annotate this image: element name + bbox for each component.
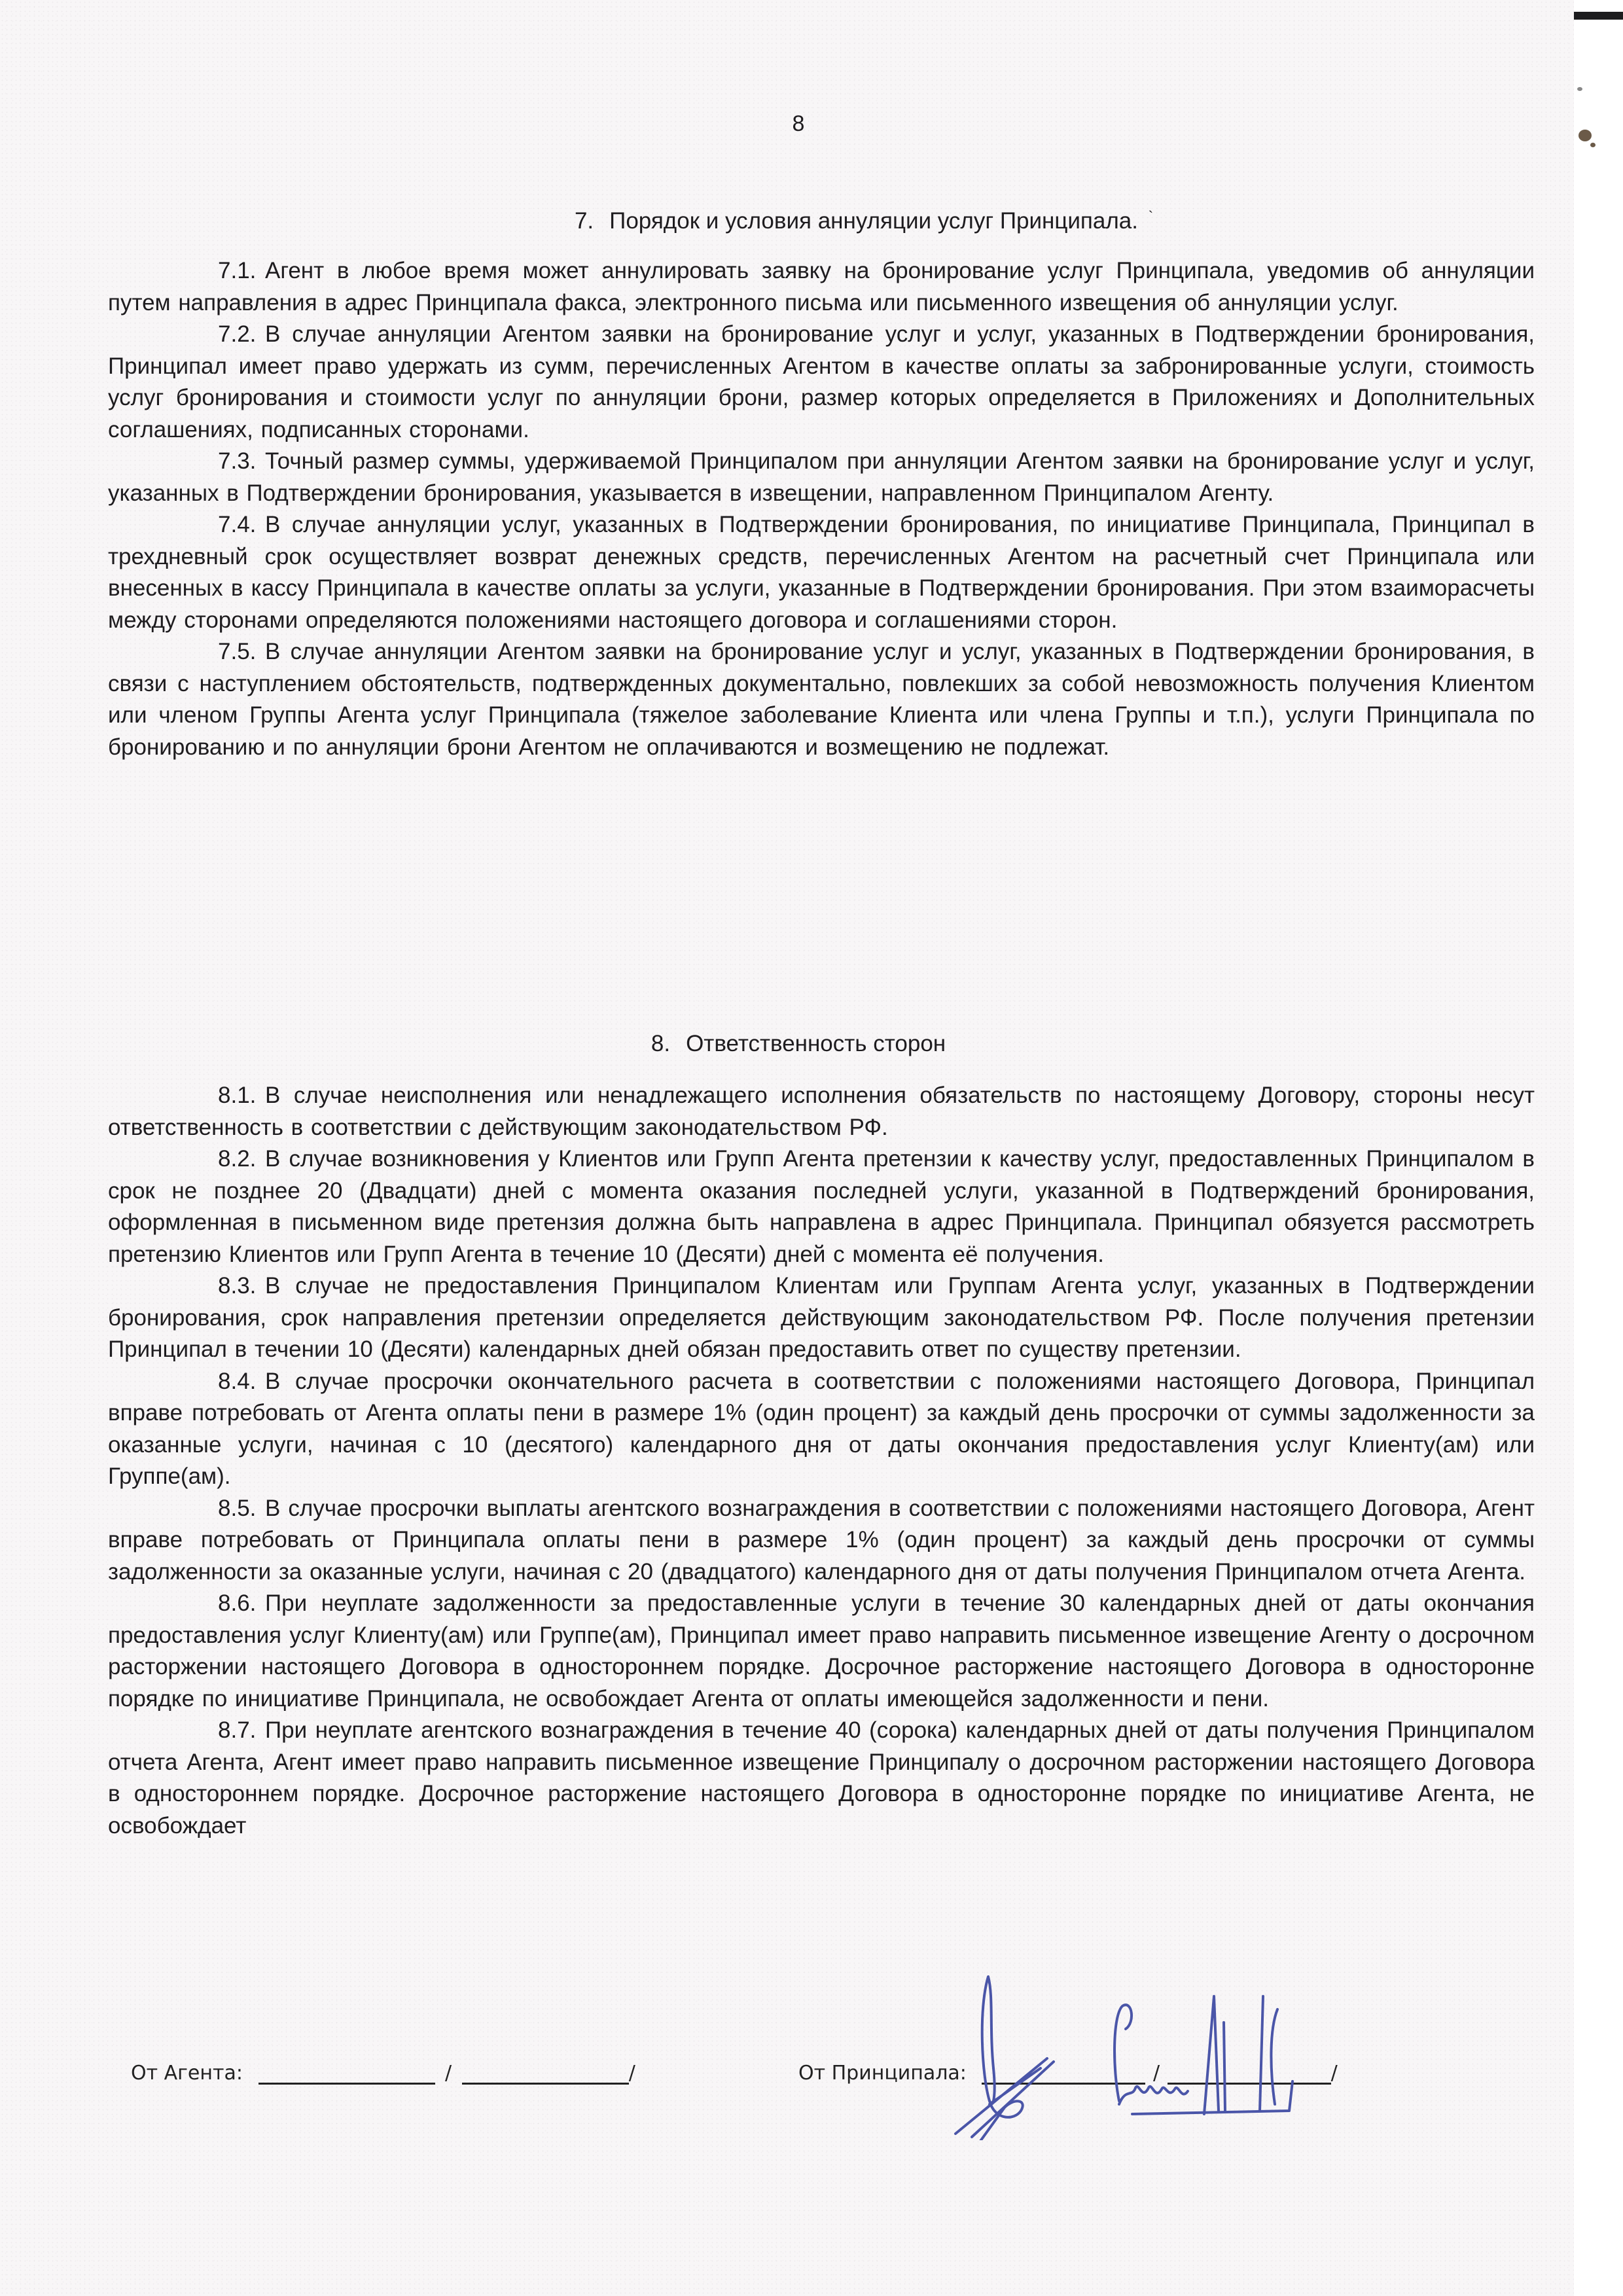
section-8-body xyxy=(108,1080,1535,1842)
clause-text: В случае возникновения у Клиентов или Групп Агента претензии к качеству услуг, предоставленных Принципалом в срок не позднее 20 (Двадцати) дней с момента оказания последней услуги, указанной в Подтверждений бронирования, оформленная в письменном виде претензия должна быть направлена в адрес Принципала. Принципал обязуется рассмотреть претензию Клиентов или Групп Агента в течение 10 (Десяти) дней с момента её получения. xyxy=(108,1146,1535,1267)
signature-separator: / xyxy=(445,2062,452,2085)
clause-text: В случае просрочки выплаты агентского вознаграждения в соответствии с положениями настоящего Договора, Агент вправе потребовать от Принципала оплаты пени в размере 1% (один процент) за каждый день просрочки от суммы задолженности за оказанные услуги, начиная с 20 (двадцатого) календарного дня от даты получения Принципалом отчета Агента. xyxy=(108,1495,1535,1585)
clause-number: 8.5. xyxy=(218,1495,257,1521)
clause-number: 7.3. xyxy=(218,448,257,474)
clause-number: 8.6. xyxy=(218,1590,257,1616)
clause-7-1 xyxy=(108,255,1535,319)
clause-number: 8.2. xyxy=(218,1146,257,1172)
stray-mark: ` xyxy=(1148,208,1154,224)
clause-7-2 xyxy=(108,319,1535,446)
clause-8-2 xyxy=(108,1143,1535,1270)
section-8-heading xyxy=(13,1031,1584,1057)
clause-number: 8.4. xyxy=(218,1368,257,1394)
clause-number: 7.5. xyxy=(218,639,257,664)
scan-speck xyxy=(1578,130,1592,141)
principal-signature-label: От Принципала: xyxy=(798,2062,967,2085)
scan-speck xyxy=(1590,143,1596,147)
signature-underline-stroke xyxy=(1132,2081,1293,2114)
clause-8-3 xyxy=(108,1270,1535,1366)
clause-number: 7.1. xyxy=(218,258,257,283)
agent-name-line xyxy=(462,2063,629,2085)
clause-text: В случае не предоставления Принципалом Клиентам или Группам Агента услуг, указанных в Подтверждении бронирования, срок направления претензии определяется действующим законодательством РФ. После получения претензии Принципал в течении 10 (Десяти) календарных дней обязан предоставить ответ по существу претензии. xyxy=(108,1273,1535,1362)
clause-number: 8.7. xyxy=(218,1717,257,1743)
clause-8-5 xyxy=(108,1493,1535,1588)
signature-flourish-stroke xyxy=(955,2058,1054,2137)
section-number: 8. xyxy=(651,1031,671,1056)
clause-7-4 xyxy=(108,509,1535,636)
signature-closing-slash: / xyxy=(1330,2062,1338,2085)
agent-signature-block xyxy=(131,2062,635,2085)
section-number: 7. xyxy=(574,208,594,234)
signature-initials-stroke xyxy=(1204,1996,1225,2114)
agent-signature-label: От Агента: xyxy=(131,2062,243,2085)
clause-text: В случае аннуляции Агентом заявки на бронирование услуг и услуг, указанных в Подтверждении бронирования, в связи с наступлением обстоятельств, подтвержденных документально, повлекших за собой невозможность получения Клиентом или членом Группы Агента услуг Принципала (тяжелое заболевание Клиента или члена Группы и т.п.), услуги Принципала по бронированию и по аннуляции брони Агентом не оплачиваются и возмещению не подлежат. xyxy=(108,639,1535,760)
clause-8-6 xyxy=(108,1588,1535,1715)
section-7-body xyxy=(108,255,1535,763)
clause-number: 8.3. xyxy=(218,1273,257,1299)
clause-text: Агент в любое время может аннулировать заявку на бронирование услуг Принципала, уведомив об аннуляции путем направления в адрес Принципала факса, электронного письма или письменного извещения об аннуляции услуг. xyxy=(108,258,1535,315)
signature-separator: / xyxy=(1153,2062,1160,2085)
clause-8-1 xyxy=(108,1080,1535,1143)
scanner-edge-bar xyxy=(1574,12,1623,20)
clause-text: Точный размер суммы, удерживаемой Принципалом при аннуляции Агентом заявки на бронирование услуг и услуг, указанных в Подтверждении бронирования, указывается в извещении, направленном Принципалом Агенту. xyxy=(108,448,1535,506)
handwritten-signature xyxy=(916,1970,1374,2140)
scan-speck xyxy=(1577,87,1582,91)
clause-text: В случае аннуляции услуг, указанных в Подтверждении бронирования, по инициативе Принципала, Принципал в трехдневный срок осуществляет возврат денежных средств, перечисленных Агентом на расчетный счет Принципала или внесенных в кассу Принципала в качестве оплаты за услуги, указанные в Подтверждении бронирования. При этом взаиморасчеты между сторонами определяются положениями настоящего договора и соглашениями сторон. xyxy=(108,512,1535,633)
section-7-heading xyxy=(79,208,1623,234)
scanner-margin xyxy=(1574,0,1623,2296)
page-number: 8 xyxy=(792,111,805,136)
clause-7-3 xyxy=(108,446,1535,509)
signature-name-stroke xyxy=(1115,2005,1132,2101)
clause-8-4 xyxy=(108,1366,1535,1493)
clause-text: При неуплате агентского вознаграждения в течение 40 (сорока) календарных дней от даты получения Принципалом отчета Агента, Агент имеет право направить письменное извещение Принципалу о досрочном расторжении настоящего Договора в одностороннем порядке. Досрочное расторжение настоящего Договора в односторонне порядке по инициативе Агента, не освобождает xyxy=(108,1717,1535,1839)
clause-text: В случае аннуляции Агентом заявки на бронирование услуг и услуг, указанных в Подтверждении бронирования, Принципал имеет право удержать из сумм, перечисленных Агентом в качестве оплаты за забронированные услуги, стоимость услуг бронирования и стоимости услуг по аннуляции брони, размер которых определяется в Приложениях и Дополнительных соглашениях, подписанных сторонами. xyxy=(108,321,1535,442)
signature-initials-stroke xyxy=(1260,1996,1277,2111)
clause-text: В случае неисполнения или ненадлежащего исполнения обязательств по настоящему Договору, стороны несут ответственность в соответствии с действующим законодательством РФ. xyxy=(108,1083,1535,1140)
section-title: Ответственность сторон xyxy=(686,1031,946,1056)
clause-number: 8.1. xyxy=(218,1083,257,1108)
clause-text: При неуплате задолженности за предоставленные услуги в течение 30 календарных дней от даты окончания предоставления услуг Клиенту(ам) или Группе(ам), Принципал имеет право направить письменное извещение Агенту о досрочном расторжении настоящего Договора в одностороннем порядке. Досрочное расторжение настоящего Договора в односторонне порядке по инициативе Принципала, не освобождает Агента от оплаты имеющейся задолженности и пени. xyxy=(108,1590,1535,1712)
clause-number: 7.2. xyxy=(218,321,257,347)
clause-text: В случае просрочки окончательного расчета в соответствии с положениями настоящего Договора, Принципал вправе потребовать от Агента оплаты пени в размере 1% (один процент) за каждый день просрочки от суммы задолженности за оказанные услуги, начиная с 10 (десятого) календарного дня от даты окончания предоставления услуг Клиенту(ам) или Группе(ам). xyxy=(108,1368,1535,1489)
clause-number: 7.4. xyxy=(218,512,257,537)
clause-8-7 xyxy=(108,1715,1535,1842)
clause-7-5 xyxy=(108,636,1535,763)
section-title: Порядок и условия аннуляции услуг Принципала. xyxy=(609,208,1138,234)
agent-signature-line xyxy=(259,2063,435,2085)
signature-flourish-stroke xyxy=(982,1977,995,2104)
signature-closing-slash: / xyxy=(628,2062,635,2085)
signature-name-stroke xyxy=(1119,2087,1188,2104)
